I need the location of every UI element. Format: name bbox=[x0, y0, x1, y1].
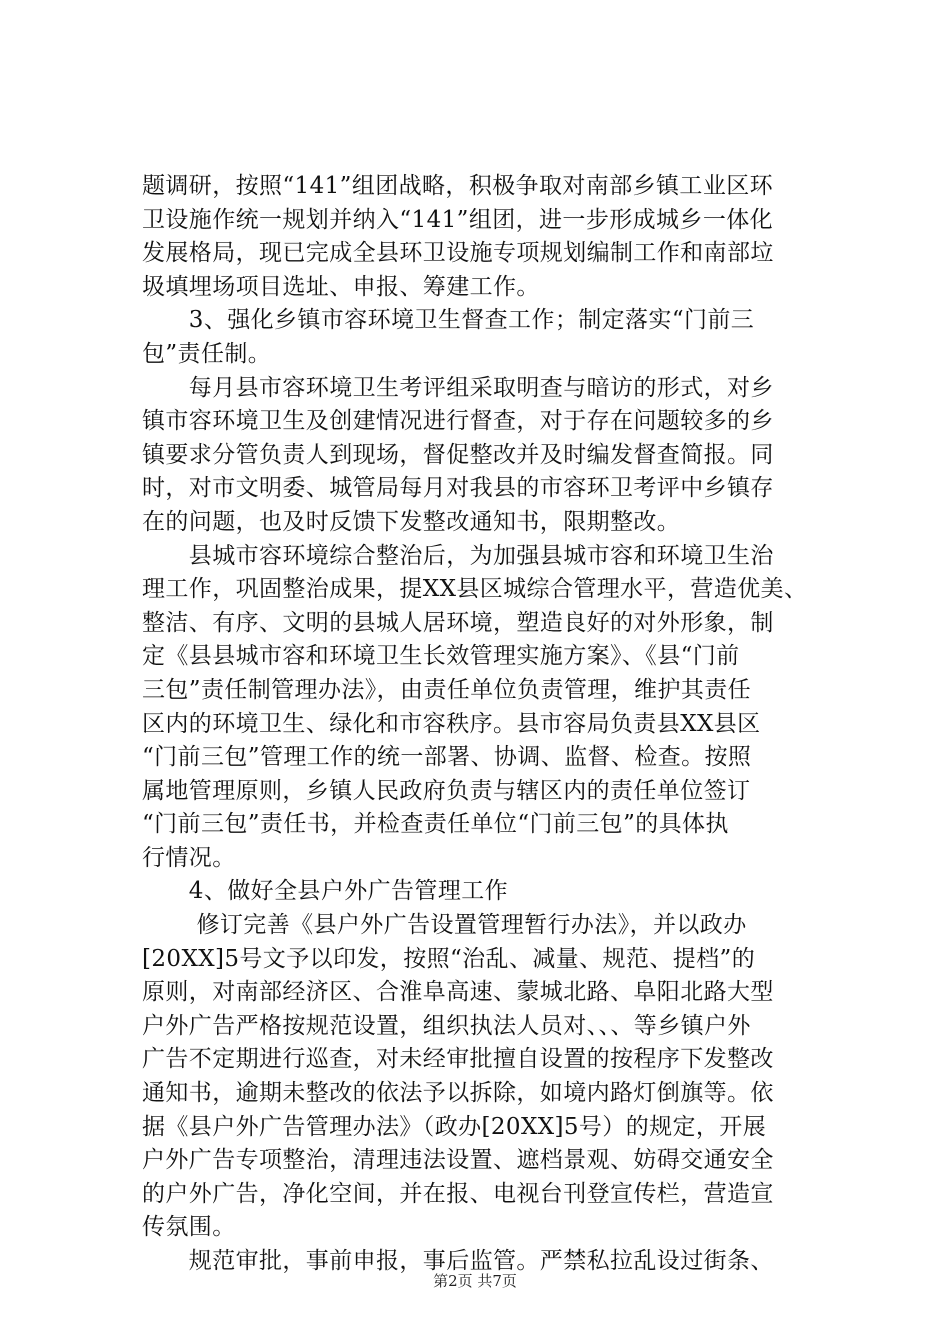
text-line: 通知书，逾期未整改的依法予以拆除，如境内路灯倒旗等。依 bbox=[142, 1080, 774, 1107]
text-line: 在的问题，也及时反馈下发整改通知书，限期整改。 bbox=[142, 508, 681, 535]
text-line: 卫设施作统一规划并纳入“141”组团，进一步形成城乡一体化 bbox=[142, 206, 774, 233]
text-line: 行情况。 bbox=[142, 844, 236, 871]
text-line: 属地管理原则，乡镇人民政府负责与辖区内的责任单位签订 bbox=[142, 777, 751, 804]
text-line: 原则，对南部经济区、合淮阜高速、蒙城北路、阜阳北路大型 bbox=[142, 979, 774, 1006]
text-line: 修订完善《县户外广告设置管理暂行办法》，并以政办 bbox=[142, 912, 747, 939]
text-line: 发展格局，现已完成全县环卫设施专项规划编制工作和南部垃 bbox=[142, 240, 774, 267]
text-line: 整洁、有序、文明的县城人居环境，塑造良好的对外形象，制 bbox=[142, 609, 774, 636]
text-line: 镇市容环境卫生及创建情况进行督查，对于存在问题较多的乡 bbox=[142, 408, 774, 435]
text-line: 4、做好全县户外广告管理工作 bbox=[142, 878, 509, 905]
text-line: 区内的环境卫生、绿化和市容秩序。县市容局负责县XX县区 bbox=[142, 710, 761, 737]
text-line: 规范审批，事前申报，事后监管。严禁私拉乱设过街条、 bbox=[142, 1248, 774, 1274]
text-line: 据《县户外广告管理办法》（政办[20XX]5号）的规定，开展 bbox=[142, 1113, 767, 1140]
text-line: 每月县市容环境卫生考评组采取明查与暗访的形式，对乡 bbox=[142, 374, 774, 401]
text-line: 镇要求分管负责人到现场，督促整改并及时编发督查简报。同 bbox=[142, 441, 774, 468]
text-line: 3、强化乡镇市容环境卫生督查工作；制定落实“门前三 bbox=[142, 307, 755, 334]
text-line: 包”责任制。 bbox=[142, 340, 272, 367]
body-text bbox=[142, 170, 832, 1279]
text-line: 定《县县城市容和环境卫生长效管理实施方案》、《县“门前 bbox=[142, 643, 740, 670]
text-line: 时，对市文明委、城管局每月对我县的市容环卫考评中乡镇存 bbox=[142, 475, 774, 502]
text-line: [20XX]5号文予以印发，按照“治乱、减量、规范、提档”的 bbox=[142, 945, 756, 972]
text-line: 三包”责任制管理办法》，由责任单位负责管理，维护其责任 bbox=[142, 676, 752, 703]
text-line: 传氛围。 bbox=[142, 1214, 236, 1241]
page-footer: 第2页 共7页 bbox=[433, 1272, 517, 1290]
text-line: 户外广告专项整治，清理违法设置、遮档景观、妨碍交通安全 bbox=[142, 1147, 774, 1174]
text-line: 户外广告严格按规范设置，组织执法人员对、、、等乡镇户外 bbox=[142, 1012, 751, 1039]
text-line: 理工作，巩固整治成果，提XX县区城综合管理水平，营造优美、 bbox=[142, 576, 808, 603]
text-line: “门前三包”责任书，并检查责任单位“门前三包”的具体执 bbox=[142, 811, 729, 838]
text-line: 的户外广告，净化空间，并在报、电视台刊登宣传栏，营造宣 bbox=[142, 1180, 774, 1207]
text-line: “门前三包”管理工作的统一部署、协调、监督、检查。按照 bbox=[142, 744, 752, 771]
text-line: 县城市容环境综合整治后，为加强县城市容和环境卫生治 bbox=[142, 542, 774, 569]
text-line: 题调研，按照“141”组团战略，积极争取对南部乡镇工业区环 bbox=[142, 173, 774, 199]
text-line: 圾填埋场项目选址、申报、筹建工作。 bbox=[142, 273, 540, 300]
text-line: 广告不定期进行巡查，对未经审批擅自设置的按程序下发整改 bbox=[142, 1046, 774, 1073]
